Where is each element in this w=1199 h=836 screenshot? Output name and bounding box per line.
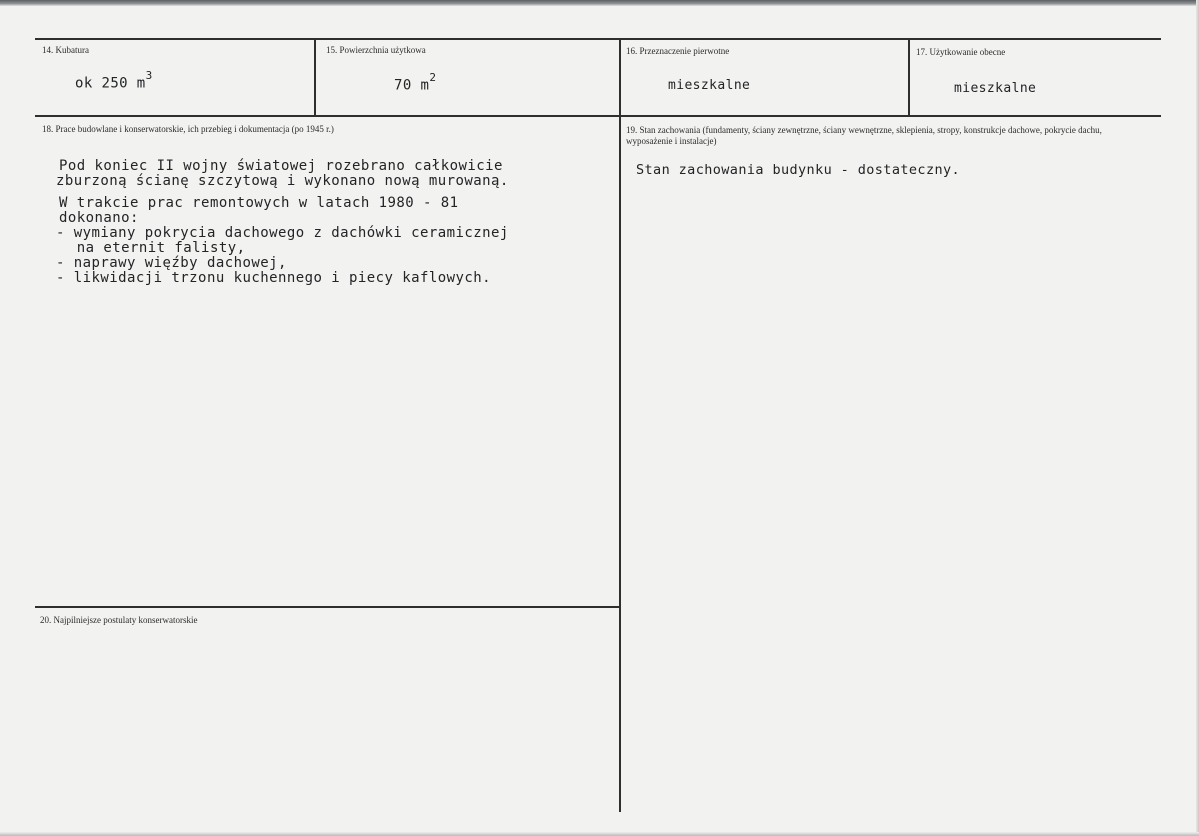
field-label: 18. Prace budowlane i konserwatorskie, ich przebieg i dokumentacja (po 1945 r.)	[42, 124, 334, 134]
text-line: Pod koniec II wojny światowej rozebrano całkowicie	[59, 158, 503, 174]
field-label: 15. Powierzchnia użytkowa	[326, 45, 426, 55]
unit-exponent: 2	[429, 71, 437, 84]
kubatura-value: ok 250 m	[75, 75, 146, 92]
text-line: - naprawy więźby dachowej,	[56, 255, 287, 271]
scan-bottom-edge	[0, 832, 1199, 836]
text-line: - wymiany pokrycia dachowego z dachówki ceramicznej	[56, 225, 509, 241]
field-value	[394, 71, 437, 94]
divider-center	[619, 38, 621, 812]
prace-typed-text	[56, 158, 509, 286]
field-value: Stan zachowania budynku - dostateczny.	[636, 162, 961, 178]
powierzchnia-value: 70 m	[394, 77, 430, 94]
divider-14-15	[314, 38, 316, 117]
field-label: 17. Użytkowanie obecne	[916, 47, 1006, 57]
section-18-bottom-rule	[35, 606, 621, 608]
field-value: mieszkalne	[668, 78, 751, 93]
text-line: zburzoną ścianę szczytową i wykonano nową murowaną.	[56, 173, 509, 189]
form-row1-bottom-rule	[35, 115, 1161, 117]
text-line: na eternit falisty,	[59, 240, 246, 256]
field-label: 14. Kubatura	[42, 45, 89, 55]
divider-16-17	[908, 38, 910, 117]
form-top-rule	[35, 38, 1161, 40]
field-value	[75, 69, 153, 92]
field-value: mieszkalne	[954, 81, 1037, 96]
field-label: 16. Przeznaczenie pierwotne	[626, 46, 730, 56]
field-label: 19. Stan zachowania (fundamenty, ściany zewnętrzne, ściany wewnętrzne, sklepienia, stropy, konstrukcje dachowe, pokrycie dachu, wyposażenie i instalacje)	[626, 125, 1102, 146]
text-line: W trakcie prac remontowych w latach 1980 - 81	[59, 195, 459, 211]
field-label: 20. Najpilniejsze postulaty konserwatorskie	[40, 615, 198, 625]
text-line: - likwidacji trzonu kuchennego i piecy kaflowych.	[56, 270, 492, 286]
scan-top-edge	[0, 0, 1199, 6]
text-line: dokonano:	[59, 210, 139, 226]
unit-exponent: 3	[145, 69, 153, 82]
